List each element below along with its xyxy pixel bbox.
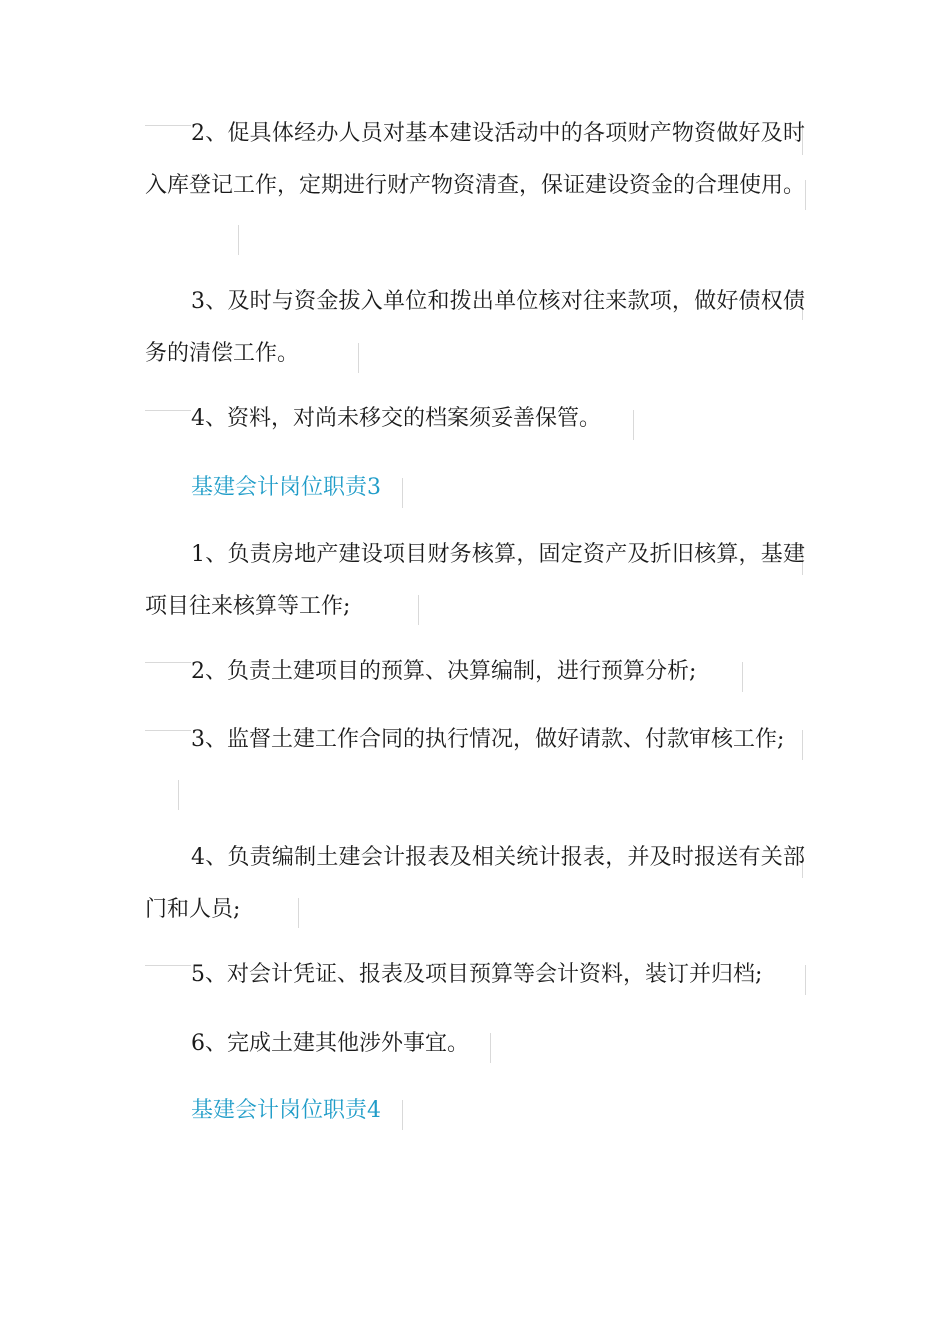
list-item: 5、对会计凭证、报表及项目预算等会计资料，装订并归档; xyxy=(191,962,763,987)
guide-line xyxy=(805,965,806,995)
list-item: 4、负责编制土建会计报表及相关统计报表，并及时报送有关部门和人员; xyxy=(145,845,805,922)
guide-line xyxy=(805,180,806,210)
guide-line xyxy=(402,478,403,508)
paragraph: 2、促具体经办人员对基本建设活动中的各项财产物资做好及时入库登记工作，定期进行财产物资清查，保证建设资金的合理使用。 xyxy=(145,121,806,198)
guide-line xyxy=(402,1100,403,1130)
list-item: 3、监督土建工作合同的执行情况，做好请款、付款审核工作; xyxy=(191,727,785,752)
guide-line xyxy=(238,225,239,255)
list-item: 2、负责土建项目的预算、决算编制，进行预算分析; xyxy=(191,659,697,684)
section-heading: 基建会计岗位职责4 xyxy=(191,1098,381,1123)
paragraph: 3、及时与资金拔入单位和拨出单位核对往来款项，做好债权债务的清偿工作。 xyxy=(145,289,805,366)
list-item: 6、完成土建其他涉外事宜。 xyxy=(191,1031,469,1056)
section-heading: 基建会计岗位职责3 xyxy=(191,475,381,500)
guide-line xyxy=(178,780,179,810)
list-item: 1、负责房地产建设项目财务核算，固定资产及折旧核算，基建项目往来核算等工作; xyxy=(145,542,805,619)
paragraph: 4、资料，对尚未移交的档案须妥善保管。 xyxy=(191,406,601,431)
